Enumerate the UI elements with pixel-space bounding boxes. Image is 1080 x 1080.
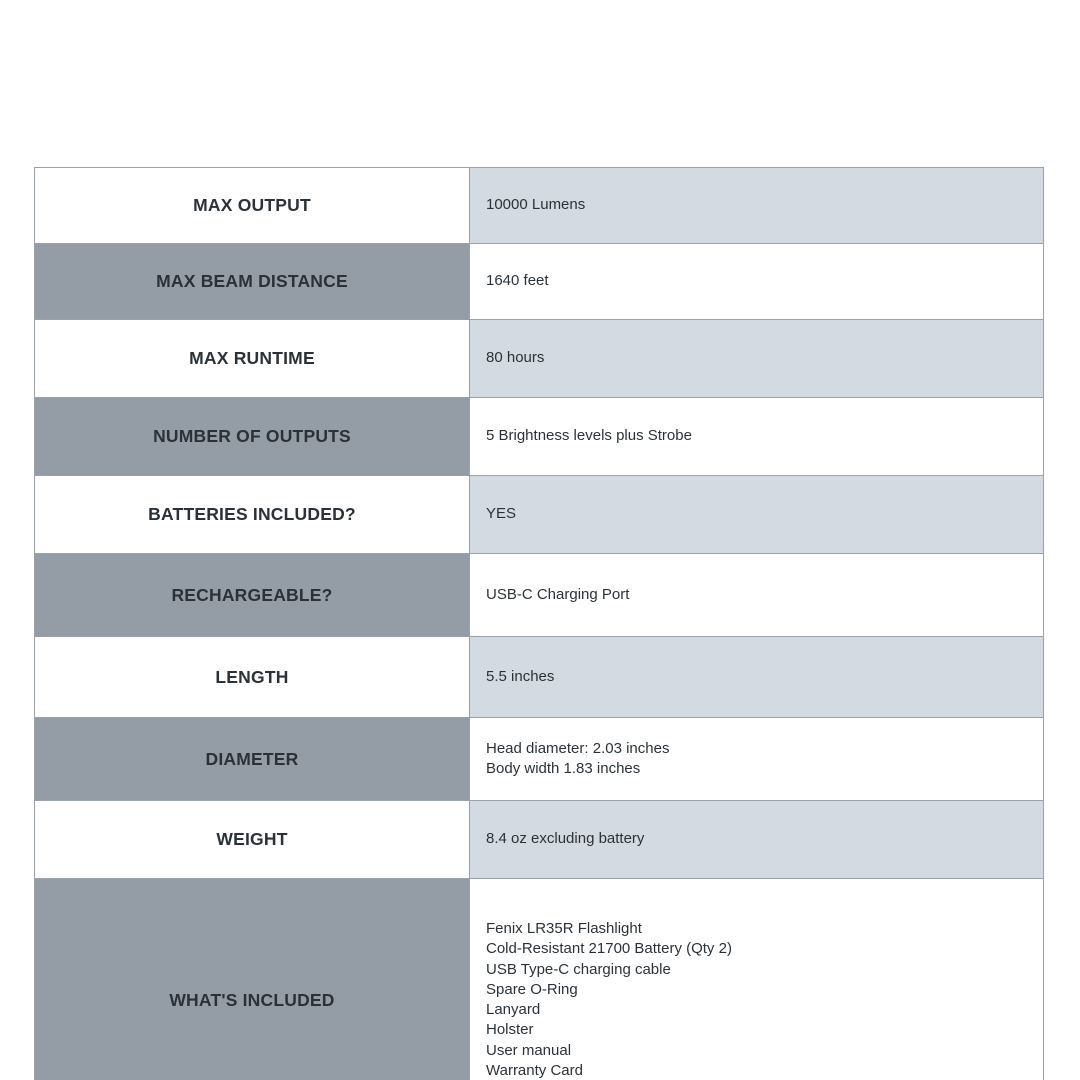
spec-value-line: Fenix LR35R Flashlight — [486, 920, 642, 937]
spec-value — [470, 554, 1044, 637]
table-row — [35, 718, 1044, 801]
table-row — [35, 637, 1044, 718]
spec-value-line: Head diameter: 2.03 inches — [486, 739, 670, 757]
spec-label: NUMBER OF OUTPUTS — [35, 398, 470, 476]
spec-value-line: 5.5 inches — [486, 667, 555, 685]
table-row — [35, 554, 1044, 637]
spec-value-line: Cold-Resistant 21700 Battery (Qty 2) — [486, 940, 732, 958]
spec-value — [470, 718, 1044, 801]
spec-value-line: Warranty Card — [486, 1061, 583, 1079]
spec-label: WHAT'S INCLUDED — [35, 879, 470, 1080]
table-row — [35, 476, 1044, 554]
spec-value-line: 1640 feet — [486, 272, 549, 290]
spec-value-line: Spare O-Ring — [486, 980, 578, 998]
spec-value-line: Holster — [486, 1021, 534, 1039]
spec-value — [470, 244, 1044, 320]
spec-label: MAX BEAM DISTANCE — [35, 244, 470, 320]
spec-value-line: 8.4 oz excluding battery — [486, 830, 645, 848]
spec-value — [470, 476, 1044, 554]
spec-label: BATTERIES INCLUDED? — [35, 476, 470, 554]
spec-value-line: Body width 1.83 inches — [486, 760, 641, 777]
table-row — [35, 801, 1044, 879]
specifications-table — [34, 167, 1044, 1080]
spec-label: RECHARGEABLE? — [35, 554, 470, 637]
spec-value-line: User manual — [486, 1041, 572, 1059]
spec-value — [470, 398, 1044, 476]
spec-value — [470, 637, 1044, 718]
spec-value-line: Lanyard — [486, 1001, 541, 1018]
table-row — [35, 168, 1044, 244]
spec-value-line: YES — [486, 505, 517, 523]
spec-value-line: 10000 Lumens — [486, 196, 586, 214]
spec-value — [470, 320, 1044, 398]
spec-value-line: 80 hours — [486, 349, 545, 367]
spec-label: LENGTH — [35, 637, 470, 718]
table-row — [35, 244, 1044, 320]
spec-label: MAX RUNTIME — [35, 320, 470, 398]
spec-value-line: USB Type-C charging cable — [486, 960, 671, 978]
spec-value-line: USB-C Charging Port — [486, 585, 630, 603]
table-row — [35, 320, 1044, 398]
spec-value-line: 5 Brightness levels plus Strobe — [486, 427, 692, 445]
table-row — [35, 398, 1044, 476]
spec-value — [470, 168, 1044, 244]
table-row — [35, 879, 1044, 1080]
spec-label: DIAMETER — [35, 718, 470, 801]
spec-label: MAX OUTPUT — [35, 168, 470, 244]
spec-label: WEIGHT — [35, 801, 470, 879]
spec-value — [470, 879, 1044, 1080]
spec-value — [470, 801, 1044, 879]
